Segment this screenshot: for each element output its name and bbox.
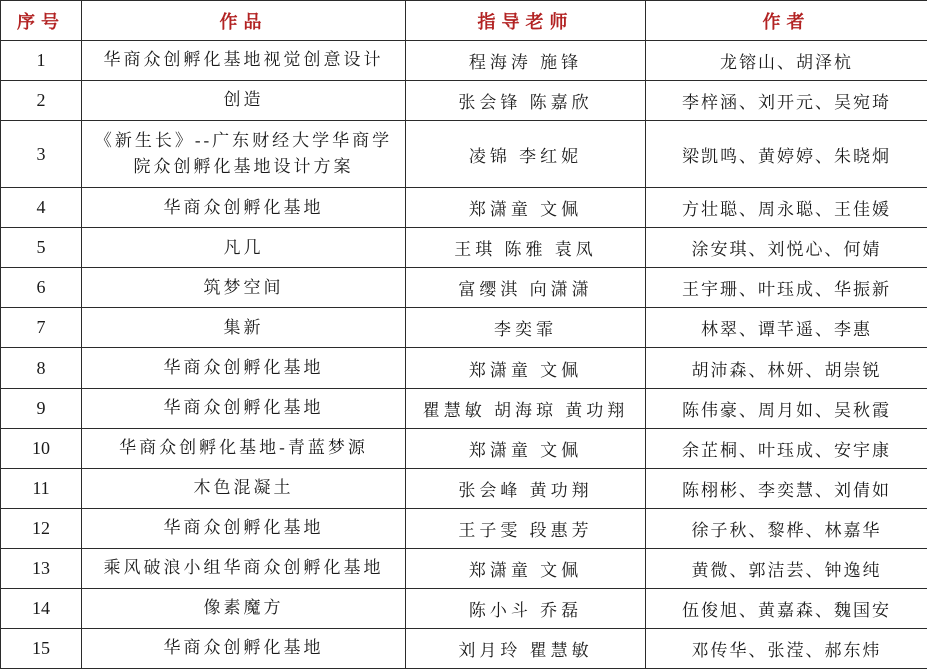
cell-work: 木色混凝土 xyxy=(82,468,406,508)
header-no: 序号 xyxy=(1,1,82,41)
cell-work: 华商众创孵化基地 xyxy=(82,508,406,548)
cell-no: 10 xyxy=(1,428,82,468)
cell-teacher: 王琪 陈雅 袁凤 xyxy=(406,228,646,268)
cell-teacher: 张会锋 陈嘉欣 xyxy=(406,81,646,121)
cell-work: 乘风破浪小组华商众创孵化基地 xyxy=(82,548,406,588)
header-teacher: 指导老师 xyxy=(406,1,646,41)
cell-no: 9 xyxy=(1,388,82,428)
table-row xyxy=(1,628,927,668)
cell-no: 14 xyxy=(1,588,82,628)
cell-work: 华商众创孵化基地视觉创意设计 xyxy=(82,41,406,81)
table-row xyxy=(1,188,927,228)
cell-author: 梁凯鸣、黄婷婷、朱晓炯 xyxy=(646,121,927,188)
cell-teacher: 程海涛 施锋 xyxy=(406,41,646,81)
cell-work: 筑梦空间 xyxy=(82,268,406,308)
cell-teacher: 富缨淇 向潇潇 xyxy=(406,268,646,308)
cell-author: 胡沛森、林妍、胡崇锐 xyxy=(646,348,927,388)
cell-author: 邓传华、张滢、郝东炜 xyxy=(646,628,927,668)
cell-teacher: 郑潇童 文佩 xyxy=(406,428,646,468)
cell-work: 凡几 xyxy=(82,228,406,268)
cell-work: 《新生长》--广东财经大学华商学院众创孵化基地设计方案 xyxy=(82,121,406,188)
cell-teacher: 李奕霏 xyxy=(406,308,646,348)
cell-work: 像素魔方 xyxy=(82,588,406,628)
cell-no: 3 xyxy=(1,121,82,188)
cell-author: 余芷桐、叶珏成、安宇康 xyxy=(646,428,927,468)
cell-work: 华商众创孵化基地-青蓝梦源 xyxy=(82,428,406,468)
cell-no: 6 xyxy=(1,268,82,308)
cell-author: 陈伟豪、周月如、吴秋霞 xyxy=(646,388,927,428)
cell-teacher: 陈小斗 乔磊 xyxy=(406,588,646,628)
cell-no: 1 xyxy=(1,41,82,81)
cell-author: 陈栩彬、李奕慧、刘倩如 xyxy=(646,468,927,508)
cell-no: 13 xyxy=(1,548,82,588)
cell-work: 华商众创孵化基地 xyxy=(82,628,406,668)
cell-author: 王宇珊、叶珏成、华振新 xyxy=(646,268,927,308)
table-row xyxy=(1,268,927,308)
cell-teacher: 凌锦 李红妮 xyxy=(406,121,646,188)
table-row xyxy=(1,548,927,588)
cell-teacher: 刘月玲 瞿慧敏 xyxy=(406,628,646,668)
cell-no: 7 xyxy=(1,308,82,348)
cell-teacher: 瞿慧敏 胡海琼 黄功翔 xyxy=(406,388,646,428)
cell-no: 4 xyxy=(1,188,82,228)
header-author: 作者 xyxy=(646,1,927,41)
table-row xyxy=(1,348,927,388)
cell-teacher: 郑潇童 文佩 xyxy=(406,188,646,228)
cell-work: 华商众创孵化基地 xyxy=(82,348,406,388)
cell-no: 2 xyxy=(1,81,82,121)
table-row xyxy=(1,388,927,428)
table-row xyxy=(1,428,927,468)
cell-work: 创造 xyxy=(82,81,406,121)
cell-work: 华商众创孵化基地 xyxy=(82,388,406,428)
cell-no: 8 xyxy=(1,348,82,388)
cell-no: 15 xyxy=(1,628,82,668)
cell-no: 11 xyxy=(1,468,82,508)
table-row xyxy=(1,508,927,548)
table-row xyxy=(1,121,927,188)
table-row xyxy=(1,41,927,81)
cell-no: 5 xyxy=(1,228,82,268)
cell-author: 伍俊旭、黄嘉森、魏国安 xyxy=(646,588,927,628)
table-row xyxy=(1,308,927,348)
cell-work: 集新 xyxy=(82,308,406,348)
cell-teacher: 王子雯 段惠芳 xyxy=(406,508,646,548)
table-row xyxy=(1,228,927,268)
cell-teacher: 张会峰 黄功翔 xyxy=(406,468,646,508)
cell-teacher: 郑潇童 文佩 xyxy=(406,348,646,388)
cell-work: 华商众创孵化基地 xyxy=(82,188,406,228)
header-work: 作品 xyxy=(82,1,406,41)
cell-author: 黄微、郭洁芸、钟逸纯 xyxy=(646,548,927,588)
cell-author: 林翠、谭芊遥、李惠 xyxy=(646,308,927,348)
table-row xyxy=(1,468,927,508)
cell-author: 龙镕山、胡泽杭 xyxy=(646,41,927,81)
cell-teacher: 郑潇童 文佩 xyxy=(406,548,646,588)
cell-author: 李梓涵、刘开元、吴宛琦 xyxy=(646,81,927,121)
cell-author: 方壮聪、周永聪、王佳媛 xyxy=(646,188,927,228)
header-row xyxy=(1,1,927,41)
table-row xyxy=(1,81,927,121)
table-row xyxy=(1,588,927,628)
cell-author: 涂安琪、刘悦心、何婧 xyxy=(646,228,927,268)
cell-author: 徐子秋、黎桦、林嘉华 xyxy=(646,508,927,548)
cell-no: 12 xyxy=(1,508,82,548)
